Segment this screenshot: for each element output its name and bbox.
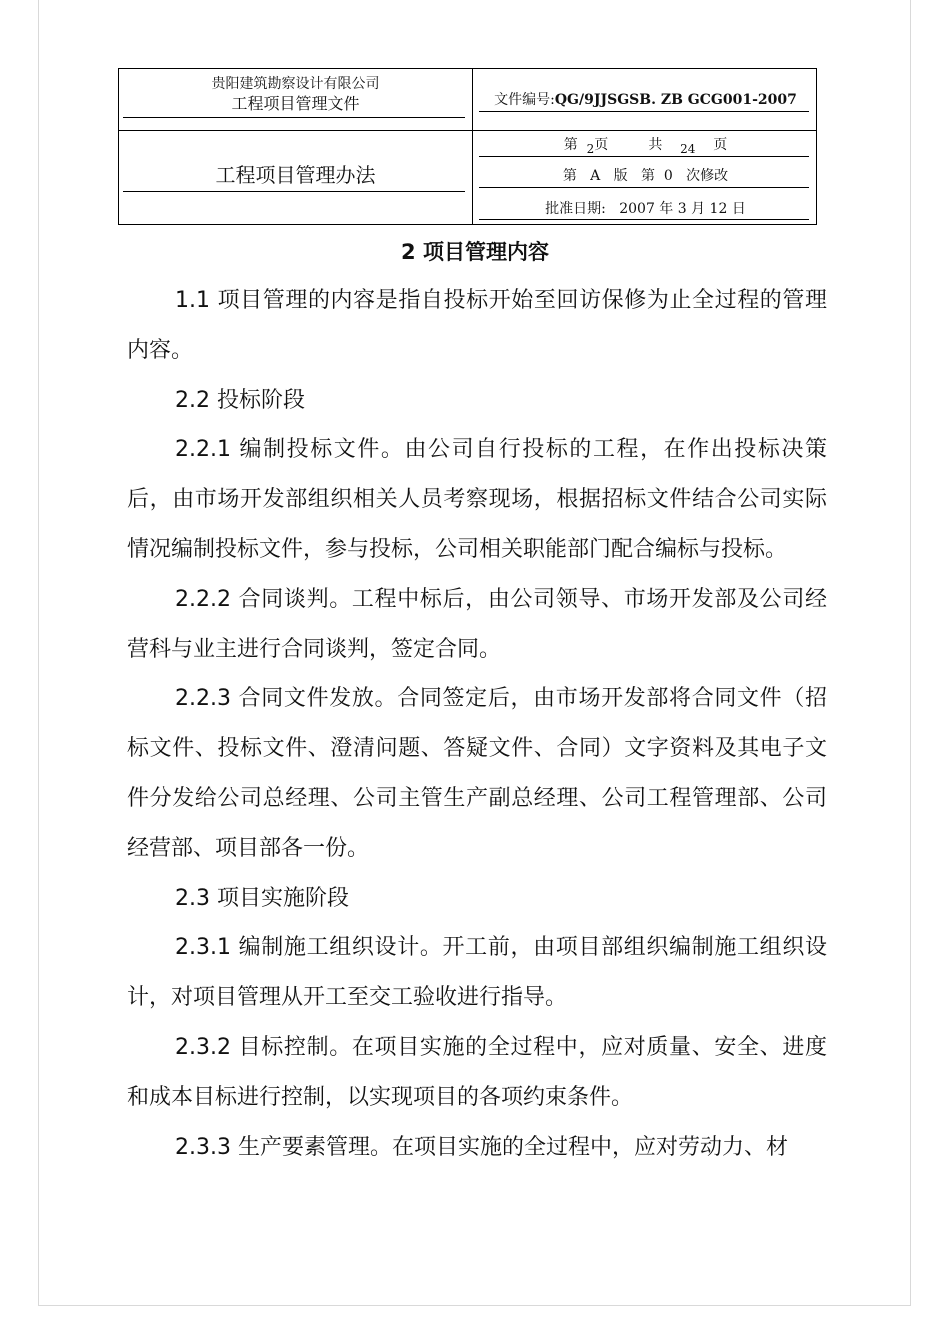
paragraph: 2.3.2 目标控制。在项目实施的全过程中，应对质量、安全、进度和成本目标进行控制，以实现项目的各项约束条件。 xyxy=(127,1034,827,1110)
paragraph: 2.3.1 编制施工组织设计。开工前，由项目部组织编制施工组织设计，对项目管理从开工至交工验收进行指导。 xyxy=(127,935,827,1011)
file-number-label: 文件编号: xyxy=(494,92,555,108)
paragraph: 2.2.1 编制投标文件。由公司自行投标的工程，在作出投标决策后，由市场开发部组织相关人员考察现场，根据招标文件结合公司实际情况编制投标文件，参与投标，公司相关职能部门配合编标与投标。 xyxy=(127,437,827,562)
company-name: 贵阳建筑勘察设计有限公司 xyxy=(211,76,380,92)
section-title: 2 项目管理内容 xyxy=(401,240,549,264)
underline xyxy=(479,187,809,188)
underline xyxy=(479,111,809,112)
underline xyxy=(123,117,465,118)
underline xyxy=(123,191,465,192)
paragraph: 2.3.3 生产要素管理。在项目实施的全过程中，应对劳动力、材 xyxy=(175,1134,788,1160)
total-pages: 24 xyxy=(680,142,696,156)
underline xyxy=(479,156,809,157)
paragraph: 1.1 项目管理的内容是指自投标开始至回访保修为止全过程的管理内容。 xyxy=(127,288,827,363)
header-divider-horizontal xyxy=(119,130,816,131)
paragraph: 2.3 项目实施阶段 xyxy=(175,885,349,911)
document-title: 工程项目管理办法 xyxy=(215,163,376,187)
paragraph: 2.2 投标阶段 xyxy=(175,387,305,413)
document-header-table xyxy=(118,68,817,225)
page-number: 2 xyxy=(586,142,595,156)
approval-date: 批准日期: 2007 年 3 月 12 日 xyxy=(545,201,746,217)
header-divider-vertical xyxy=(472,69,473,224)
file-number xyxy=(475,89,816,109)
underline xyxy=(479,219,809,220)
paragraph: 2.2.2 合同谈判。工程中标后，由公司领导、市场开发部及公司经营科与业主进行合同谈判，签定合同。 xyxy=(127,586,827,662)
file-number-value: QG/9JJSGSB. ZB GCG001-2007 xyxy=(554,92,797,108)
revision-info: 第 A 版 第 0 次修改 xyxy=(562,168,729,184)
body-text xyxy=(127,276,827,1172)
paragraph: 2.2.3 合同文件发放。合同签定后，由市场开发部将合同文件（招标文件、投标文件、澄清问题、答疑文件、合同）文字资料及其电子文件分发给公司总经理、公司主管生产副总经理、公司工程管理部、公司经营部、项目部各一份。 xyxy=(127,686,827,861)
page-indicator: 第 2页 共 24 页 xyxy=(563,137,728,156)
document-type: 工程项目管理文件 xyxy=(231,94,360,113)
